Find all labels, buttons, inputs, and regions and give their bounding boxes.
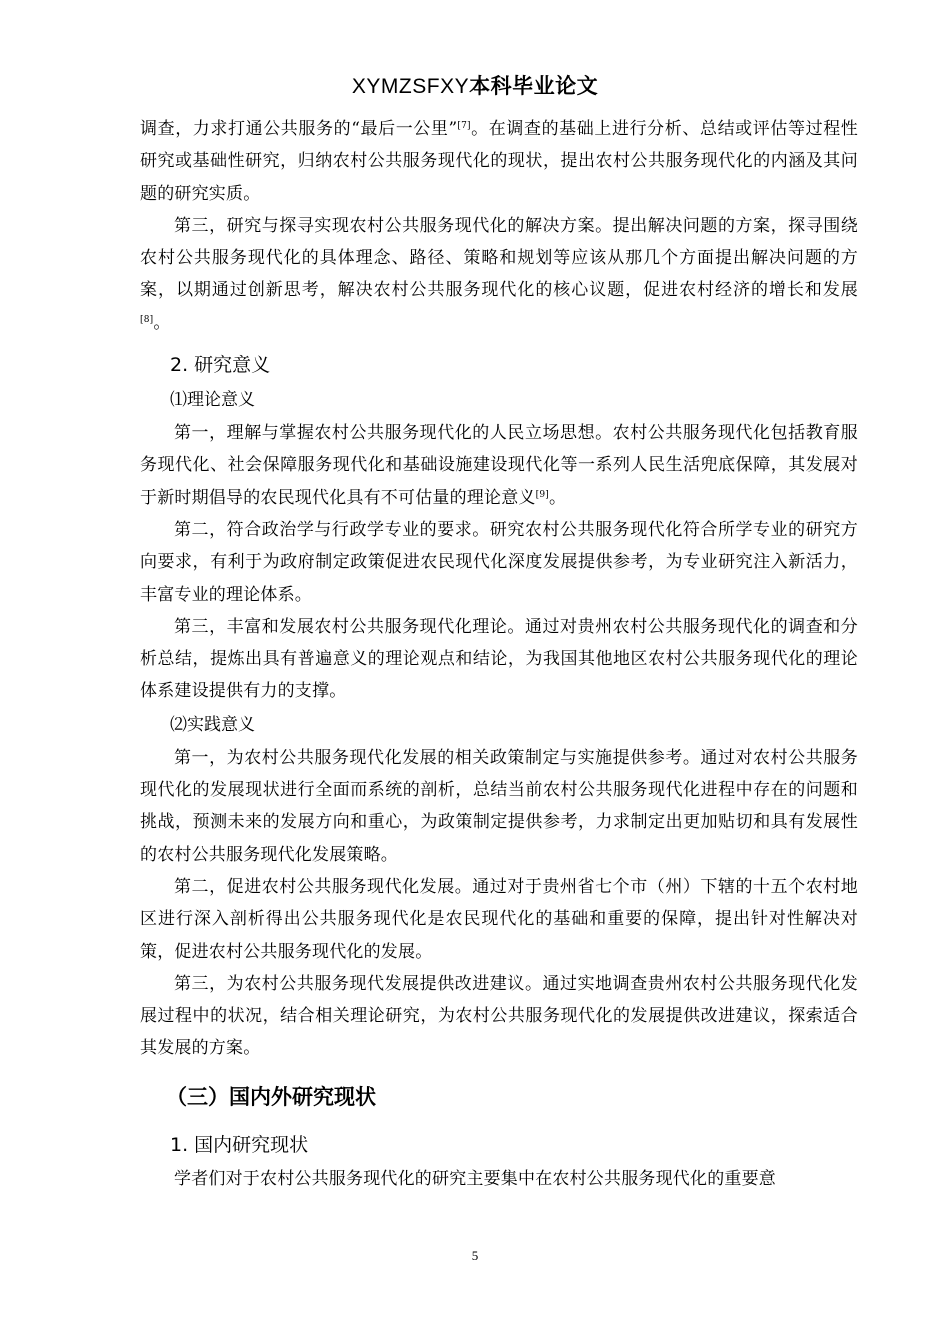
citation: [7] [457,121,471,131]
body-text [140,113,858,1195]
citation: [8] [140,314,154,325]
subsection-heading-theory: ⑴理论意义 [170,390,255,411]
paragraph: 第二，促进农村公共服务现代化发展。通过对于贵州省七个市（州）下辖的十五个农村地区进行深入剖析得出公共服务现代化是农民现代化的基础和重要的保障，提出针对性解决对策，促进农村公共服务现代化的发展。 [140,876,858,962]
header-code: XYMZSFXY [351,75,470,98]
paragraph: 学者们对于农村公共服务现代化的研究主要集中在农村公共服务现代化的重要意 [174,1168,776,1189]
paragraph: 第一，为农村公共服务现代化发展的相关政策制定与实施提供参考。通过对农村公共服务现代化的发展现状进行全面而系统的剖析，总结当前农村公共服务现代化进程中存在的问题和挑战，预测未来的发展方向和重心，为政策制定提供参考，力求制定出更加贴切和具有发展性的农村公共服务现代化发展策略。 [140,747,858,865]
subsection-heading-practice: ⑵实践意义 [170,714,255,735]
paragraph: 第二，符合政治学与行政学专业的要求。研究农村公共服务现代化符合所学专业的研究方向要求，有利于为政府制定政策促进农民现代化深度发展提供参考，为专业研究注入新活力，丰富专业的理论体系。 [140,519,858,605]
section-heading-domestic: 1. 国内研究现状 [170,1133,309,1156]
paragraph: 调查，力求打通公共服务的“最后一公里”[7]。在调查的基础上进行分析、总结或评估等过程性研究或基础性研究，归纳农村公共服务现代化的现状，提出农村公共服务现代化的内涵及其问题的研究实质。 [140,119,858,204]
citation: [9] [535,489,549,500]
paragraph: 第三，丰富和发展农村公共服务现代化理论。通过对贵州农村公共服务现代化的调查和分析总结，提炼出具有普遍意义的理论观点和结论，为我国其他地区农村公共服务现代化的理论体系建设提供有力的支撑。 [140,616,858,702]
paragraph: 第三，为农村公共服务现代发展提供改进建议。通过实地调查贵州农村公共服务现代化发展过程中的状况，结合相关理论研究，为农村公共服务现代化的发展提供改进建议，探索适合其发展的方案。 [140,973,858,1059]
paragraph: 第三，研究与探寻实现农村公共服务现代化的解决方案。提出解决问题的方案，探寻围绕农村公共服务现代化的具体理念、路径、策略和规划等应该从那几个方面提出解决问题的方案，以期通过创新思考，解决农村公共服务现代化的核心议题，促进农村经济的增长和发展[8]。 [140,215,858,333]
header-title: 本科毕业论文 [469,74,599,98]
page-header [0,70,950,100]
chapter-heading-research-status: （三）国内外研究现状 [166,1084,376,1109]
paragraph: 第一，理解与掌握农村公共服务现代化的人民立场思想。农村公共服务现代化包括教育服务现代化、社会保障服务现代化和基础设施建设现代化等一系列人民生活兜底保障，其发展对于新时期倡导的农民现代化具有不可估量的理论意义[9]。 [140,423,858,508]
page-number: 5 [471,1248,479,1263]
section-heading-significance: 2. 研究意义 [170,354,271,377]
